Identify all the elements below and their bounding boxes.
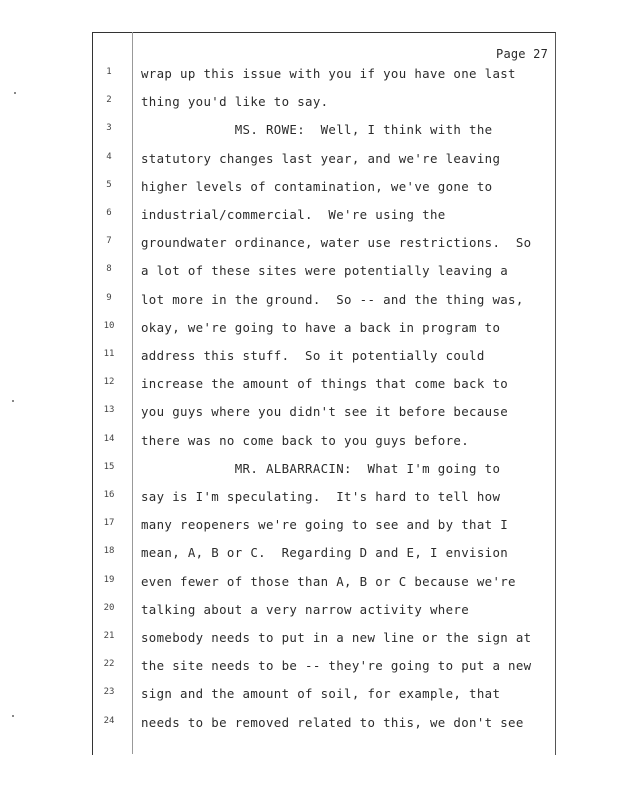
transcript-line	[0, 320, 618, 336]
line-number: 7	[106, 236, 112, 247]
transcript-line	[0, 433, 618, 449]
transcript-line	[0, 630, 618, 646]
transcript-line	[0, 545, 618, 561]
line-number: 4	[106, 151, 112, 162]
line-text: okay, we're going to have a back in program to	[141, 319, 501, 335]
line-text: sign and the amount of soil, for example, that	[141, 686, 501, 702]
line-text: thing you'd like to say.	[141, 94, 329, 110]
line-number: 15	[103, 461, 115, 472]
line-text: MR. ALBARRACIN: What I'm going to	[141, 460, 501, 476]
page-number: Page 27	[496, 47, 548, 61]
line-text: talking about a very narrow activity where	[141, 601, 470, 617]
transcript-line	[0, 461, 618, 477]
line-text: lot more in the ground. So -- and the thing was,	[141, 291, 524, 307]
line-number: 18	[103, 546, 115, 557]
transcript-line	[0, 122, 618, 138]
line-text: somebody needs to put in a new line or the sign at	[141, 630, 532, 645]
line-text: a lot of these sites were potentially leaving a	[141, 263, 509, 279]
line-number: 10	[103, 320, 115, 331]
transcript-line	[0, 517, 618, 533]
line-text: increase the amount of things that come back to	[141, 376, 509, 392]
line-number: 5	[106, 179, 112, 190]
line-number: 3	[106, 123, 112, 134]
line-text: statutory changes last year, and we're leaving	[141, 150, 501, 166]
transcript-line	[0, 658, 618, 674]
transcript-line	[0, 235, 618, 251]
scan-speck	[12, 715, 14, 717]
transcript-line	[0, 94, 618, 110]
line-number: 19	[103, 574, 115, 585]
line-text: mean, A, B or C. Regarding D and E, I envision	[141, 545, 509, 561]
transcript-line	[0, 151, 618, 167]
line-number: 2	[106, 95, 112, 106]
line-number: 23	[103, 687, 115, 698]
transcript-line	[0, 686, 618, 702]
line-text: you guys where you didn't see it before because	[141, 404, 509, 420]
line-text: wrap up this issue with you if you have one last	[141, 66, 516, 81]
transcript-line	[0, 263, 618, 279]
scan-speck	[14, 92, 16, 94]
transcript-line	[0, 66, 618, 82]
transcript-line	[0, 348, 618, 364]
transcript-line	[0, 292, 618, 308]
line-text: the site needs to be -- they're going to put a new	[141, 658, 532, 674]
line-number: 1	[106, 67, 112, 77]
line-text: groundwater ordinance, water use restrictions. So	[141, 235, 532, 251]
line-text: even fewer of those than A, B or C because we're	[141, 573, 516, 589]
line-number: 24	[103, 715, 115, 726]
line-text: many reopeners we're going to see and by that I	[141, 517, 509, 533]
line-number: 14	[103, 433, 115, 444]
transcript-line	[0, 207, 618, 223]
line-text: MS. ROWE: Well, I think with the	[141, 122, 493, 138]
line-number: 22	[103, 659, 115, 670]
transcript-line	[0, 489, 618, 505]
scan-speck	[12, 400, 14, 402]
transcript-line	[0, 574, 618, 590]
line-number: 13	[103, 405, 115, 416]
line-text: industrial/commercial. We're using the	[141, 207, 446, 222]
line-number: 8	[106, 264, 112, 275]
line-text: address this stuff. So it potentially could	[141, 348, 485, 363]
line-number: 20	[103, 602, 115, 613]
line-number: 17	[103, 518, 115, 529]
line-number: 9	[106, 292, 112, 303]
line-number: 12	[103, 377, 115, 388]
line-text: higher levels of contamination, we've gone to	[141, 178, 493, 194]
line-number: 21	[103, 631, 115, 641]
line-text: needs to be removed related to this, we don't see	[141, 714, 524, 730]
line-number: 6	[106, 208, 112, 218]
line-text: say is I'm speculating. It's hard to tell how	[141, 489, 501, 504]
transcript-line	[0, 602, 618, 618]
transcript-line	[0, 715, 618, 731]
line-number: 11	[103, 349, 115, 359]
transcript-line	[0, 376, 618, 392]
transcript-line	[0, 179, 618, 195]
line-number: 16	[103, 490, 115, 500]
line-text: there was no come back to you guys before.	[141, 432, 470, 448]
transcript-line	[0, 404, 618, 420]
